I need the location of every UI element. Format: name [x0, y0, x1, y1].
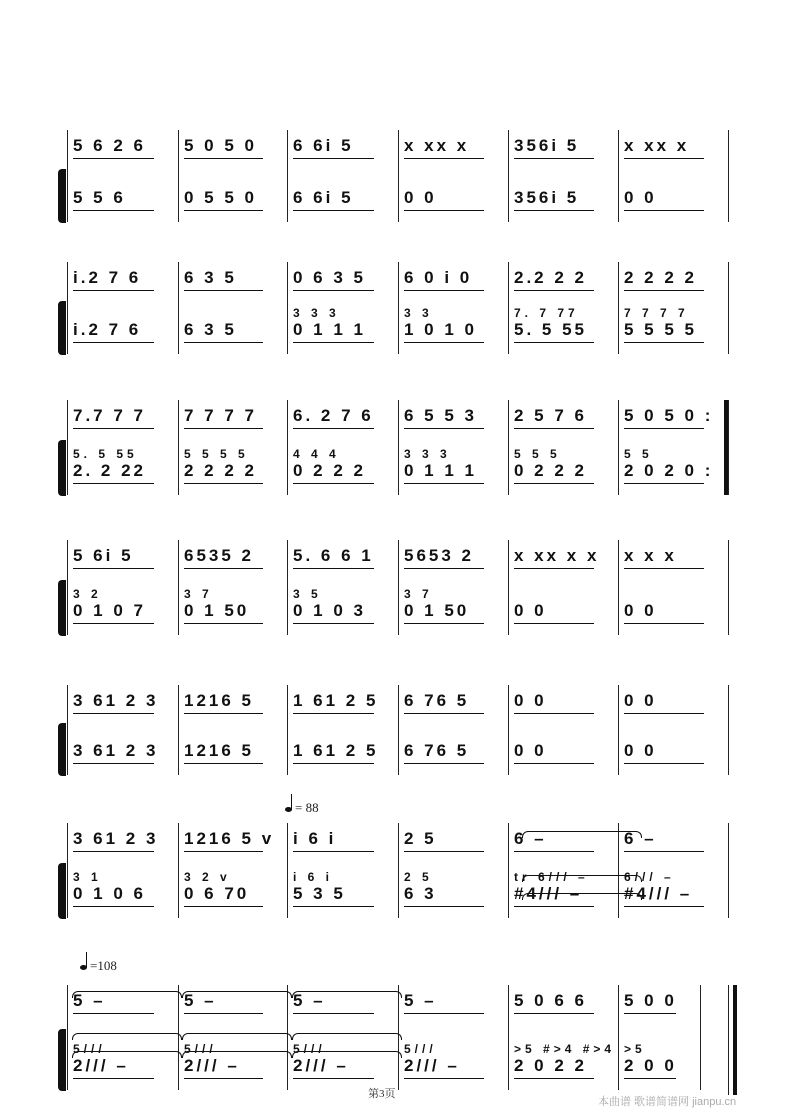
lower-voice-notes: #4/// – — [514, 884, 583, 903]
barline — [728, 400, 729, 495]
tempo-marking — [80, 958, 117, 974]
barline — [728, 262, 729, 354]
score-system-6 — [0, 823, 790, 918]
underline-beam — [514, 851, 594, 852]
underline-beam — [293, 342, 374, 343]
measure — [398, 130, 508, 222]
chord-upper-notes: 5 5 — [624, 447, 653, 461]
upper-voice-notes: 1216 5 — [184, 691, 254, 710]
tie-slur — [522, 875, 642, 882]
score-system-5 — [0, 685, 790, 775]
chord-upper-notes: 5/// — [404, 1042, 437, 1056]
tie-slur — [72, 991, 182, 998]
upper-voice-notes: 6535 2 — [184, 546, 254, 565]
chord-upper-notes: 3 3 3 — [293, 306, 340, 320]
underline-beam — [404, 290, 484, 291]
underline-beam — [293, 428, 374, 429]
underline-beam — [293, 851, 374, 852]
underline-beam — [73, 483, 154, 484]
underline-beam — [73, 906, 154, 907]
underline-beam — [293, 763, 374, 764]
measure — [67, 400, 178, 495]
score-system-1 — [0, 130, 790, 222]
upper-voice-notes: 6 76 5 — [404, 691, 470, 710]
lower-voice-notes: 5 5 6 — [73, 188, 126, 207]
lower-voice-notes: 6 6i 5 — [293, 188, 354, 207]
upper-voice-notes: 5. 6 6 1 — [293, 546, 374, 565]
underline-beam — [404, 342, 484, 343]
lower-voice-notes: 2 2 2 2 — [184, 461, 257, 480]
underline-beam — [184, 483, 263, 484]
tempo-value: = 88 — [295, 800, 319, 815]
tie-slur — [182, 1033, 292, 1040]
underline-beam — [293, 1013, 374, 1014]
upper-voice-notes: 7.7 7 7 — [73, 406, 146, 425]
measure — [67, 130, 178, 222]
barline — [728, 540, 729, 635]
chord-upper-notes: i 6 i — [293, 870, 334, 884]
measure — [508, 685, 618, 775]
measure — [67, 685, 178, 775]
underline-beam — [184, 568, 263, 569]
measure — [398, 985, 508, 1090]
measure — [287, 685, 398, 775]
underline-beam — [514, 568, 594, 569]
lower-voice-notes: 2/// – — [404, 1056, 460, 1075]
upper-voice-notes: 5 6 2 6 — [73, 136, 146, 155]
score-system-2 — [0, 262, 790, 354]
tie-slur — [292, 991, 402, 998]
measure — [398, 685, 508, 775]
underline-beam — [73, 623, 154, 624]
measure — [178, 685, 287, 775]
upper-voice-notes: x xx x — [404, 136, 470, 155]
underline-beam — [73, 763, 154, 764]
brace-icon — [58, 1029, 66, 1091]
chord-upper-notes: 5 5 5 5 — [184, 447, 249, 461]
underline-beam — [624, 483, 704, 484]
measure — [287, 823, 398, 918]
chord-upper-notes: 3 5 — [293, 587, 322, 601]
lower-voice-notes: 2/// – — [184, 1056, 240, 1075]
chord-upper-notes: >5 #>4 #>4 — [514, 1042, 616, 1056]
upper-voice-notes: 5 – — [184, 991, 217, 1010]
underline-beam — [404, 428, 484, 429]
brace-icon — [58, 169, 66, 224]
upper-voice-notes: x x x — [624, 546, 677, 565]
upper-voice-notes: 5653 2 — [404, 546, 474, 565]
underline-beam — [514, 906, 594, 907]
score-system-3 — [0, 400, 790, 495]
measure — [287, 400, 398, 495]
underline-beam — [73, 428, 154, 429]
chord-upper-notes: 5/// — [184, 1042, 217, 1056]
brace-icon — [58, 863, 66, 919]
lower-voice-notes: 0 1 50 — [404, 601, 470, 620]
underline-beam — [184, 851, 263, 852]
measure — [618, 130, 728, 222]
underline-beam — [404, 1013, 484, 1014]
lower-voice-notes: 0 2 2 2 — [293, 461, 366, 480]
upper-voice-notes: 5 – — [404, 991, 437, 1010]
upper-voice-notes: 5 0 5 0 — [184, 136, 257, 155]
page-number: 第3页 — [368, 1088, 396, 1100]
tie-slur — [292, 1051, 402, 1058]
underline-beam — [514, 1078, 594, 1079]
lower-voice-notes: 0 0 — [624, 188, 657, 207]
upper-voice-notes: 0 0 — [514, 691, 547, 710]
lower-voice-notes: 2 0 2 0 : — [624, 461, 714, 480]
underline-beam — [293, 158, 374, 159]
lower-voice-notes: 1 61 2 5 — [293, 741, 379, 760]
lower-voice-notes: 5 3 5 — [293, 884, 346, 903]
underline-beam — [73, 290, 154, 291]
score-system-4 — [0, 540, 790, 635]
lower-voice-notes: #4/// – — [624, 884, 693, 903]
underline-beam — [404, 851, 484, 852]
measure — [398, 400, 508, 495]
lower-voice-notes: 3 61 2 3 — [73, 741, 159, 760]
chord-upper-notes: tr 6/// – — [514, 870, 589, 884]
measure — [178, 262, 287, 354]
underline-beam — [624, 290, 704, 291]
lower-voice-notes: 0 2 2 2 — [514, 461, 587, 480]
upper-voice-notes: 5 0 0 — [624, 991, 677, 1010]
measure — [618, 685, 728, 775]
measure — [67, 823, 178, 918]
chord-upper-notes: 4 4 4 — [293, 447, 340, 461]
underline-beam — [624, 906, 704, 907]
tie-slur — [72, 1051, 182, 1058]
underline-beam — [404, 210, 484, 211]
lower-voice-notes: 356i 5 — [514, 188, 580, 207]
tie-slur — [522, 831, 642, 838]
upper-voice-notes: 5 – — [293, 991, 326, 1010]
underline-beam — [184, 342, 263, 343]
measure — [618, 985, 700, 1090]
underline-beam — [624, 1078, 676, 1079]
brace-icon — [58, 580, 66, 636]
underline-beam — [514, 1013, 594, 1014]
lower-voice-notes: 5. 5 55 — [514, 320, 587, 339]
upper-voice-notes: i 6 i — [293, 829, 337, 848]
underline-beam — [184, 290, 263, 291]
upper-voice-notes: 6 0 i 0 — [404, 268, 473, 287]
underline-beam — [624, 851, 704, 852]
lower-voice-notes: 0 1 50 — [184, 601, 250, 620]
chord-upper-notes: 5/// — [73, 1042, 106, 1056]
upper-voice-notes: 0 6 3 5 — [293, 268, 366, 287]
upper-voice-notes: 2 5 7 6 — [514, 406, 587, 425]
underline-beam — [73, 568, 154, 569]
underline-beam — [514, 210, 594, 211]
upper-voice-notes: 6 3 5 — [184, 268, 237, 287]
underline-beam — [514, 428, 594, 429]
measure — [508, 400, 618, 495]
lower-voice-notes: 0 0 — [624, 741, 657, 760]
underline-beam — [73, 851, 154, 852]
upper-voice-notes: 3 61 2 3 — [73, 691, 159, 710]
lower-voice-notes: 0 0 — [514, 601, 547, 620]
chord-upper-notes: 3 3 — [404, 306, 433, 320]
lower-voice-notes: 0 6 70 — [184, 884, 250, 903]
lower-voice-notes: 2. 2 22 — [73, 461, 146, 480]
quarter-note-icon — [285, 807, 292, 812]
chord-upper-notes: 6/// – — [624, 870, 675, 884]
underline-beam — [184, 1013, 263, 1014]
lower-voice-notes: i.2 7 6 — [73, 320, 142, 339]
barline — [728, 823, 729, 918]
underline-beam — [624, 210, 704, 211]
upper-voice-notes: 6 – — [624, 829, 657, 848]
lower-voice-notes: 6 3 — [404, 884, 437, 903]
measure — [618, 540, 728, 635]
underline-beam — [73, 158, 154, 159]
underline-beam — [624, 1013, 676, 1014]
upper-voice-notes: 2.2 2 2 — [514, 268, 587, 287]
quarter-note-icon — [80, 965, 87, 970]
underline-beam — [404, 568, 484, 569]
lower-voice-notes: 0 1 1 1 — [404, 461, 477, 480]
lower-voice-notes: 6 76 5 — [404, 741, 470, 760]
upper-voice-notes: 5 6i 5 — [73, 546, 134, 565]
underline-beam — [514, 342, 594, 343]
measure — [398, 540, 508, 635]
upper-voice-notes: 2 2 2 2 — [624, 268, 697, 287]
underline-beam — [404, 1078, 484, 1079]
underline-beam — [73, 713, 154, 714]
upper-voice-notes: 5 0 6 6 — [514, 991, 587, 1010]
underline-beam — [73, 210, 154, 211]
underline-beam — [184, 906, 263, 907]
upper-voice-notes: 2 5 — [404, 829, 437, 848]
underline-beam — [514, 763, 594, 764]
measure — [618, 262, 728, 354]
underline-beam — [73, 1078, 154, 1079]
underline-beam — [404, 713, 484, 714]
upper-voice-notes: 1216 5 v — [184, 829, 275, 848]
chord-upper-notes: 7. 7 77 — [514, 306, 579, 320]
chord-upper-notes: 3 7 — [404, 587, 433, 601]
measure — [508, 985, 618, 1090]
underline-beam — [293, 713, 374, 714]
underline-beam — [184, 210, 263, 211]
underline-beam — [624, 158, 704, 159]
underline-beam — [293, 906, 374, 907]
measure — [287, 540, 398, 635]
lower-voice-notes: 0 1 1 1 — [293, 320, 366, 339]
underline-beam — [404, 763, 484, 764]
underline-beam — [293, 623, 374, 624]
upper-voice-notes: 6 5 5 3 — [404, 406, 477, 425]
tie-slur — [72, 1033, 182, 1040]
underline-beam — [624, 342, 704, 343]
lower-voice-notes: 0 0 — [624, 601, 657, 620]
underline-beam — [404, 623, 484, 624]
lower-voice-notes: 2 0 0 — [624, 1056, 677, 1075]
measure — [178, 823, 287, 918]
final-barline — [733, 985, 737, 1095]
underline-beam — [404, 906, 484, 907]
upper-voice-notes: 6. 2 7 6 — [293, 406, 374, 425]
underline-beam — [184, 1078, 263, 1079]
underline-beam — [514, 713, 594, 714]
tie-slur — [182, 1051, 292, 1058]
chord-upper-notes: 5 5 5 — [514, 447, 561, 461]
lower-voice-notes: 2 0 2 2 — [514, 1056, 587, 1075]
underline-beam — [184, 763, 263, 764]
final-barline-thin — [728, 985, 729, 1095]
lower-voice-notes: 0 1 0 3 — [293, 601, 366, 620]
underline-beam — [624, 568, 704, 569]
tie-slur — [522, 893, 642, 900]
measure — [287, 262, 398, 354]
underline-beam — [624, 623, 704, 624]
chord-upper-notes: 3 3 3 — [404, 447, 451, 461]
lower-voice-notes: 5 5 5 5 — [624, 320, 697, 339]
upper-voice-notes: 7 7 7 7 — [184, 406, 257, 425]
brace-icon — [58, 723, 66, 777]
chord-upper-notes: 3 7 — [184, 587, 213, 601]
lower-voice-notes: 2/// – — [293, 1056, 349, 1075]
underline-beam — [73, 1013, 154, 1014]
upper-voice-notes: 6 – — [514, 829, 547, 848]
measure — [178, 130, 287, 222]
upper-voice-notes: 5 0 5 0 : — [624, 406, 714, 425]
underline-beam — [514, 158, 594, 159]
measure — [508, 262, 618, 354]
lower-voice-notes: 6 3 5 — [184, 320, 237, 339]
underline-beam — [514, 483, 594, 484]
underline-beam — [293, 483, 374, 484]
underline-beam — [624, 713, 704, 714]
lower-voice-notes: 1216 5 — [184, 741, 254, 760]
underline-beam — [624, 763, 704, 764]
measure — [508, 540, 618, 635]
chord-upper-notes: 3 1 — [73, 870, 102, 884]
underline-beam — [293, 568, 374, 569]
upper-voice-notes: 3 61 2 3 — [73, 829, 159, 848]
measure — [398, 262, 508, 354]
upper-voice-notes: 1 61 2 5 — [293, 691, 379, 710]
upper-voice-notes: x xx x — [624, 136, 690, 155]
upper-voice-notes: 6 6i 5 — [293, 136, 354, 155]
measure — [398, 823, 508, 918]
barline — [700, 985, 701, 1090]
chord-upper-notes: 5/// — [293, 1042, 326, 1056]
underline-beam — [73, 342, 154, 343]
measure — [178, 540, 287, 635]
lower-voice-notes: 0 0 — [404, 188, 437, 207]
lower-voice-notes: 0 1 0 7 — [73, 601, 146, 620]
underline-beam — [184, 713, 263, 714]
underline-beam — [293, 1078, 374, 1079]
measure — [67, 540, 178, 635]
underline-beam — [404, 483, 484, 484]
underline-beam — [184, 623, 263, 624]
chord-upper-notes: 5. 5 55 — [73, 447, 138, 461]
measure — [618, 400, 728, 495]
tie-slur — [182, 991, 292, 998]
upper-voice-notes: 0 0 — [624, 691, 657, 710]
upper-voice-notes: x xx x x — [514, 546, 600, 565]
tempo-marking — [285, 800, 319, 816]
brace-icon — [58, 440, 66, 496]
underline-beam — [184, 158, 263, 159]
underline-beam — [404, 158, 484, 159]
measure — [67, 262, 178, 354]
upper-voice-notes: 5 – — [73, 991, 106, 1010]
lower-voice-notes: 0 0 — [514, 741, 547, 760]
measure — [178, 400, 287, 495]
measure — [287, 130, 398, 222]
brace-icon — [58, 301, 66, 356]
underline-beam — [293, 210, 374, 211]
underline-beam — [293, 290, 374, 291]
chord-upper-notes: 7 7 7 7 — [624, 306, 689, 320]
chord-upper-notes: 3 2 v — [184, 870, 231, 884]
barline — [728, 685, 729, 775]
tie-slur — [292, 1033, 402, 1040]
underline-beam — [514, 290, 594, 291]
underline-beam — [624, 428, 704, 429]
tempo-value: =108 — [90, 958, 117, 973]
lower-voice-notes: 2/// – — [73, 1056, 129, 1075]
chord-upper-notes: 2 5 — [404, 870, 433, 884]
barline — [728, 130, 729, 222]
upper-voice-notes: i.2 7 6 — [73, 268, 142, 287]
lower-voice-notes: 0 1 0 6 — [73, 884, 146, 903]
measure — [508, 130, 618, 222]
chord-upper-notes: >5 — [624, 1042, 646, 1056]
watermark: 本曲谱 歌谱简谱网 jianpu.cn — [598, 1096, 737, 1108]
upper-voice-notes: 356i 5 — [514, 136, 580, 155]
underline-beam — [184, 428, 263, 429]
lower-voice-notes: 0 5 5 0 — [184, 188, 257, 207]
underline-beam — [514, 623, 594, 624]
chord-upper-notes: 3 2 — [73, 587, 102, 601]
lower-voice-notes: 1 0 1 0 — [404, 320, 477, 339]
